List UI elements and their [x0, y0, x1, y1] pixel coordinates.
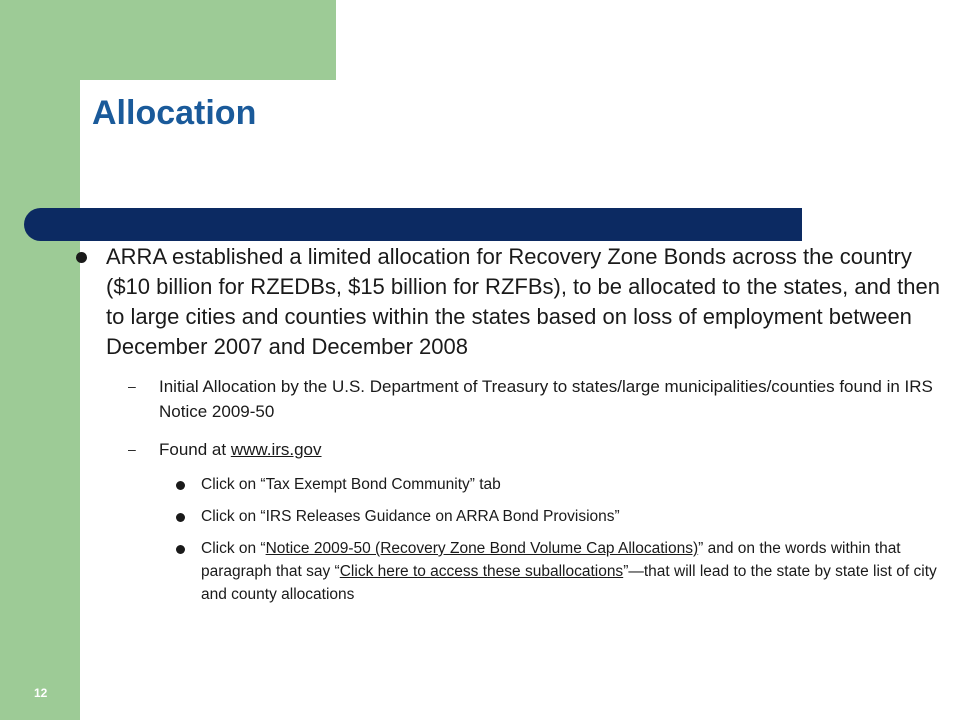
sub-sub-bullet-item — [176, 505, 951, 528]
top-green-band — [80, 0, 336, 80]
sub-bullet-item — [128, 437, 951, 462]
slide-content — [76, 242, 951, 606]
sub-sub-bullet-item — [176, 473, 951, 496]
sub-bullet-text: Initial Allocation by the U.S. Department of Treasury to states/large municipalities/counties found in IRS Notice 2009-50 — [159, 377, 933, 421]
sub-bullet-prefix: Found at — [159, 440, 231, 459]
slide-title: Allocation — [92, 94, 257, 132]
suballocations-link[interactable]: Click here to access these suballocations — [339, 563, 624, 580]
bullet-dot-icon — [176, 481, 185, 490]
left-green-band — [0, 0, 80, 720]
dash-icon: – — [128, 441, 136, 457]
dash-icon: – — [128, 378, 136, 394]
page-number: 12 — [34, 686, 48, 700]
sub-sub-bullet-part1: Click on “ — [201, 540, 266, 557]
sub-sub-bullet-text: Click on “IRS Releases Guidance on ARRA Bond Provisions” — [201, 508, 620, 525]
bullet-dot-icon — [176, 545, 185, 554]
bullet-dot-icon — [76, 252, 87, 263]
sub-sub-bullet-item — [176, 537, 951, 606]
sub-sub-bullet-part2: ” and on the words within that paragraph that say “ — [201, 540, 901, 580]
irs-link[interactable]: www.irs.gov — [230, 440, 322, 459]
sub-bullet-item — [128, 374, 951, 424]
notice-link[interactable]: Notice 2009-50 (Recovery Zone Bond Volume Cap Allocations) — [265, 540, 699, 557]
bullet-dot-icon — [176, 513, 185, 522]
bullet-text: ARRA established a limited allocation for Recovery Zone Bonds across the country ($10 billion for RZEDBs, $15 billion for RZFBs), to be allocated to the states, and then to large cities and counties within the states based on loss of employment between December 2007 and December 2008 — [106, 244, 940, 359]
sub-sub-bullet-part3: ”—that will lead to the state by state list of city and county allocations — [201, 563, 937, 603]
sub-sub-bullet-text: Click on “Tax Exempt Bond Community” tab — [201, 476, 501, 493]
bullet-item — [76, 242, 951, 362]
title-divider-bar — [24, 208, 802, 241]
